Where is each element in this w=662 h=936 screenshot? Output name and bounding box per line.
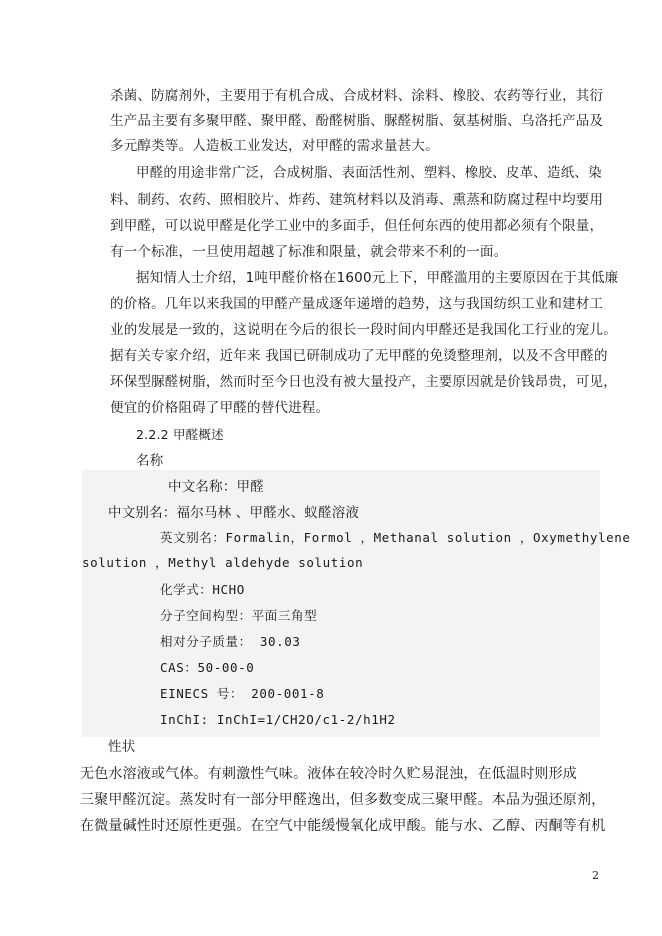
subheading-name: 名称	[136, 453, 164, 469]
english-alias-cont: solution ，Methyl aldehyde solution	[82, 555, 364, 570]
molecular-geometry: 分子空间构型：平面三角型	[160, 608, 318, 623]
body-line-3: 多元醇类等。人造板工业发达，对甲醛的需求量甚大。	[110, 138, 439, 154]
properties-line-1: 无色水溶液或气体。有刺激性气味。液体在较冷时久贮易混浊，在低温时则形成	[80, 766, 577, 782]
body-line-8: 据知情人士介绍，1吨甲醛价格在1600元上下，甲醛滥用的主要原因在于其低廉	[136, 270, 619, 286]
properties-line-2: 三聚甲醛沉淀。蒸发时有一部分甲醛逸出，但多数变成三聚甲醛。本品为强还原剂，	[80, 792, 606, 808]
page-number: 2	[592, 869, 599, 882]
cas-number: CAS：50-00-0	[160, 660, 255, 675]
body-line-5: 料、制药、农药、照相胶片、炸药、建筑材料以及消毒、熏蒸和防腐过程中均要用	[110, 192, 604, 208]
body-line-6: 到甲醛，可以说甲醛是化学工业中的多面手，但任何东西的使用都必须有个限量，	[110, 218, 604, 234]
molecular-weight: 相对分子质量： 30.03	[160, 634, 301, 649]
chemical-formula: 化学式：HCHO	[160, 582, 245, 597]
einecs-number: EINECS 号： 200-001-8	[160, 686, 325, 701]
body-line-13: 便宜的价格阻碍了甲醛的替代进程。	[110, 400, 330, 416]
body-line-4: 甲醛的用途非常广泛，合成树脂、表面活性剂、塑料、橡胶、皮革、造纸、染	[136, 165, 602, 181]
body-line-9: 的价格。几年以来我国的甲醛产量成逐年递增的趋势，这与我国纺织工业和建材工	[110, 296, 604, 312]
properties-line-3: 在微量碱性时还原性更强。在空气中能缓慢氧化成甲酸。能与水、乙醇、丙酮等有机	[80, 818, 606, 834]
body-line-10: 业的发展是一致的，这说明在今后的很长一段时间内甲醛还是我国化工行业的宠儿。	[110, 322, 617, 338]
chinese-alias: 中文别名：福尔马林 、甲醛水、蚁醛溶液	[108, 505, 360, 521]
section-heading: 2.2.2 甲醛概述	[136, 427, 224, 442]
english-alias: 英文别名：Formalin，Formol ，Methanal solution ，Oxymethylene	[160, 530, 631, 545]
inchi: InChI: InChI=1/CH2O/c1-2/h1H2	[160, 712, 396, 727]
body-line-1: 杀菌、防腐剂外，主要用于有机合成、合成材料、涂料、橡胶、农药等行业，其衍	[110, 88, 604, 104]
chinese-name: 中文名称：甲醛	[168, 479, 264, 495]
body-line-12: 环保型脲醛树脂，然而时至今日也没有被大量投产，主要原因就是价钱昂贵，可见，	[110, 374, 617, 390]
body-line-11: 据有关专家介绍，近年来 我国已研制成功了无甲醛的免烫整理剂，以及不含甲醛的	[110, 348, 608, 364]
body-line-2: 生产品主要有多聚甲醛、聚甲醛、酚醛树脂、脲醛树脂、氨基树脂、乌洛托产品及	[110, 113, 604, 129]
subheading-properties: 性状	[108, 739, 136, 755]
body-line-7: 有一个标准，一旦使用超越了标准和限量，就会带来不利的一面。	[110, 244, 508, 260]
